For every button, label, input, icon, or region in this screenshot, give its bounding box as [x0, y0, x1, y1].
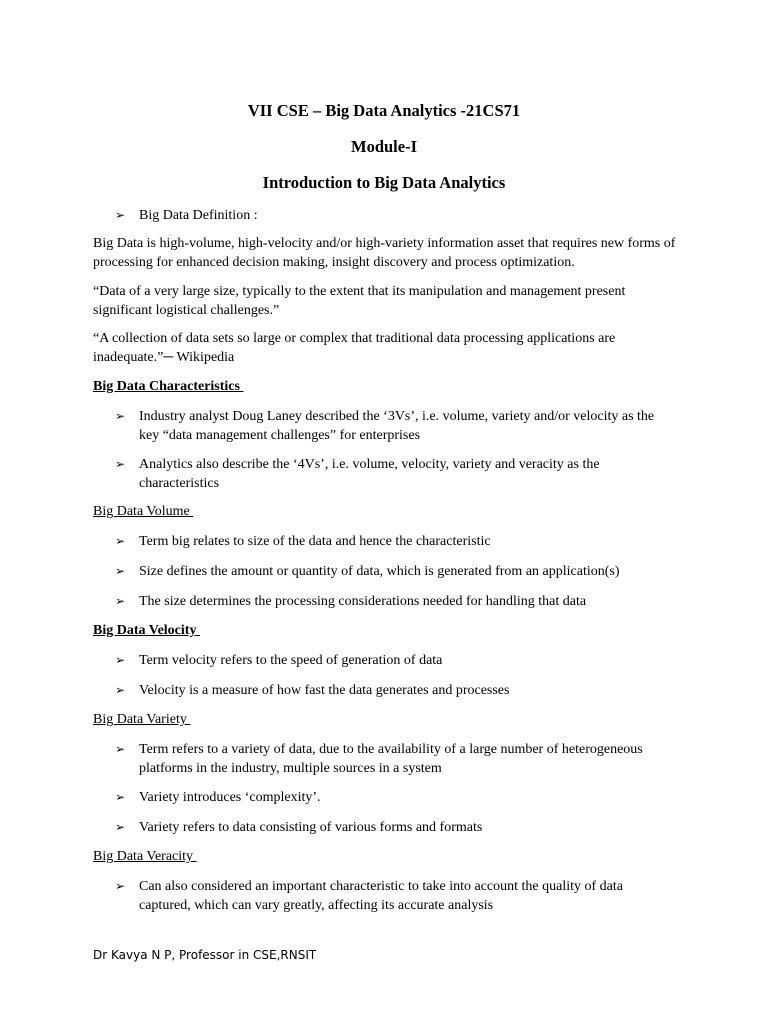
bullet-text: Size defines the amount or quantity of data, which is generated from an application(s) [139, 564, 620, 579]
bullet-arrow-icon: ➢ [115, 879, 126, 893]
bullet-arrow-icon: ➢ [115, 820, 126, 834]
section-heading-variety: Big Data Variety [93, 712, 191, 727]
section-heading-velocity: Big Data Velocity [93, 623, 200, 638]
section-heading-characteristics: Big Data Characteristics [93, 379, 244, 394]
list-item [115, 532, 675, 551]
wikipedia-quote-paragraph: “A collection of data sets so large or complex that traditional data processing applications are inadequate.”─ Wikipedia [93, 331, 616, 365]
list-item [115, 788, 675, 807]
bullet-arrow-icon: ➢ [115, 790, 126, 804]
bullet-arrow-icon: ➢ [115, 683, 126, 697]
bullet-text: Big Data Definition : [139, 208, 258, 223]
section-heading-veracity: Big Data Veracity [93, 849, 197, 864]
list-item [115, 681, 675, 700]
bullet-arrow-icon: ➢ [115, 457, 126, 471]
definition-bullet [115, 206, 675, 225]
bullet-text: Term velocity refers to the speed of generation of data [139, 653, 443, 668]
bullet-text: Term refers to a variety of data, due to the availability of a large number of heterogeneous platforms in the industry, multiple sources in a system [139, 742, 643, 776]
bullet-text: The size determines the processing considerations needed for handling that data [139, 594, 587, 609]
section-heading-volume: Big Data Volume [93, 504, 194, 519]
bullet-text: Variety introduces ‘complexity’. [139, 790, 321, 805]
list-item [115, 651, 675, 670]
list-item [115, 592, 675, 611]
module-title: Module-I [351, 137, 417, 156]
bullet-text: Can also considered an important characteristic to take into account the quality of data captured, which can vary greatly, affecting its accurate analysis [139, 879, 623, 913]
bullet-arrow-icon: ➢ [115, 742, 126, 756]
quote-paragraph: “Data of a very large size, typically to the extent that its manipulation and management present significant logistical challenges.” [93, 284, 626, 318]
list-item [115, 877, 675, 915]
bullet-arrow-icon: ➢ [115, 409, 126, 423]
list-item [115, 455, 675, 493]
bullet-text: Analytics also describe the ‘4Vs’, i.e. volume, velocity, variety and veracity as the characteristics [139, 457, 600, 491]
bullet-arrow-icon: ➢ [115, 534, 126, 548]
list-item [115, 407, 675, 445]
bullet-text: Velocity is a measure of how fast the data generates and processes [139, 683, 510, 698]
bullet-arrow-icon: ➢ [115, 653, 126, 667]
bullet-arrow-icon: ➢ [115, 208, 126, 222]
bullet-text: Term big relates to size of the data and hence the characteristic [139, 534, 491, 549]
list-item [115, 562, 675, 581]
list-item [115, 818, 675, 837]
definition-paragraph: Big Data is high-volume, high-velocity and/or high-variety information asset that requires new forms of processing for enhanced decision making, insight discovery and process optimization. [93, 236, 676, 270]
bullet-text: Variety refers to data consisting of various forms and formats [139, 820, 483, 835]
list-item [115, 740, 675, 778]
bullet-arrow-icon: ➢ [115, 594, 126, 608]
course-title: VII CSE – Big Data Analytics -21CS71 [247, 101, 521, 120]
topic-title: Introduction to Big Data Analytics [262, 173, 506, 192]
bullet-arrow-icon: ➢ [115, 564, 126, 578]
bullet-text: Industry analyst Doug Laney described the ‘3Vs’, i.e. volume, variety and/or velocity as the key “data management challenges” for enterprises [139, 409, 655, 443]
page-footer: Dr Kavya N P, Professor in CSE,RNSIT [93, 948, 317, 962]
